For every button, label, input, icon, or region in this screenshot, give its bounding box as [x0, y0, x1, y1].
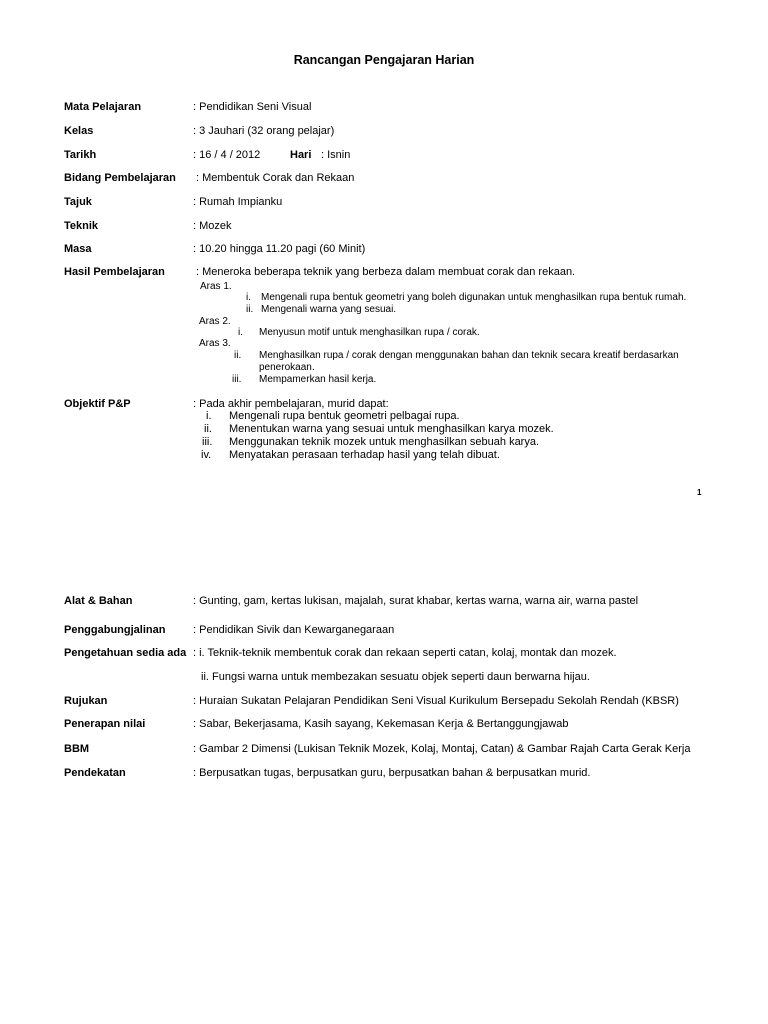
value-objektif-intro: : Pada akhir pembelajaran, murid dapat: [193, 398, 389, 410]
value-teknik: : Mozek [193, 220, 232, 232]
value-hasil-intro: : Meneroka beberapa teknik yang berbeza dalam membuat corak dan rekaan. [196, 266, 576, 278]
aras-3-heading: Aras 3. [199, 338, 231, 349]
list-item-number: i. [246, 292, 251, 303]
list-item-text: Menyatakan perasaan terhadap hasil yang telah dibuat. [229, 449, 500, 461]
value-alat-bahan: : Gunting, gam, kertas lukisan, majalah, surat khabar, kertas warna, warna air, warna pastel [193, 595, 639, 607]
aras-2-heading: Aras 2. [199, 316, 231, 327]
list-item-text: Mengenali rupa bentuk geometri pelbagai rupa. [229, 410, 460, 422]
label-hari: Hari [290, 149, 312, 161]
label-masa: Masa [64, 243, 92, 255]
label-mata-pelajaran: Mata Pelajaran [64, 101, 142, 113]
label-bidang: Bidang Pembelajaran [64, 172, 176, 184]
label-penggabungjalinan: Penggabungjalinan [64, 624, 166, 636]
list-item-text: Menggunakan teknik mozek untuk menghasilkan sebuah karya. [229, 436, 540, 448]
label-objektif: Objektif P&P [64, 398, 131, 410]
label-tajuk: Tajuk [64, 196, 92, 208]
list-item-number: iv. [201, 449, 212, 461]
list-item-number: iii. [202, 436, 213, 448]
value-kelas: : 3 Jauhari (32 orang pelajar) [193, 125, 335, 137]
value-pengetahuan-line-2: ii. Fungsi warna untuk membezakan sesuatu objek seperti daun berwarna hijau. [201, 671, 590, 683]
list-item-number: ii. [234, 350, 242, 361]
value-pendekatan: : Berpusatkan tugas, berpusatkan guru, berpusatkan bahan & berpusatkan murid. [193, 767, 591, 779]
value-rujukan: : Huraian Sukatan Pelajaran Pendidikan Seni Visual Kurikulum Bersepadu Sekolah Rendah (KBSR) [193, 695, 679, 707]
value-bidang: : Membentuk Corak dan Rekaan [196, 172, 355, 184]
value-masa: : 10.20 hingga 11.20 pagi (60 Minit) [193, 243, 366, 255]
label-rujukan: Rujukan [64, 695, 108, 707]
list-item-number: ii. [246, 304, 254, 315]
label-teknik: Teknik [64, 220, 99, 232]
list-item-text: Menentukan warna yang sesuai untuk menghasilkan karya mozek. [229, 423, 554, 435]
label-bbm: BBM [64, 743, 90, 755]
value-penerapan-nilai: : Sabar, Bekerjasama, Kasih sayang, Kekemasan Kerja & Bertanggungjawab [193, 718, 569, 730]
value-tajuk: : Rumah Impianku [193, 196, 283, 208]
value-bbm: : Gambar 2 Dimensi (Lukisan Teknik Mozek, Kolaj, Montaj, Catan) & Gambar Rajah Carta Gerak Kerja [193, 743, 691, 755]
label-pengetahuan: Pengetahuan sedia ada [64, 647, 187, 659]
aras-1-heading: Aras 1. [200, 281, 232, 292]
value-pengetahuan: : i. Teknik-teknik membentuk corak dan rekaan seperti catan, kolaj, montak dan mozek. [193, 647, 617, 659]
value-penggabungjalinan: : Pendidikan Sivik dan Kewarganegaraan [193, 624, 395, 636]
list-item-number: iii. [232, 374, 242, 385]
label-hasil: Hasil Pembelajaran [64, 266, 165, 278]
list-item-number: i. [238, 327, 243, 338]
value-hari: : Isnin [321, 149, 351, 161]
value-mata-pelajaran: : Pendidikan Seni Visual [193, 101, 312, 113]
list-item-text: Mengenali rupa bentuk geometri yang boleh digunakan untuk menghasilkan rupa bentuk rumah. [261, 292, 687, 303]
label-tarikh: Tarikh [64, 149, 97, 161]
list-item-text: Mempamerkan hasil kerja. [259, 374, 377, 385]
list-item-continuation: penerokaan. [259, 362, 315, 373]
list-item-number: ii. [204, 423, 212, 435]
value-tarikh: : 16 / 4 / 2012 [193, 149, 261, 161]
label-kelas: Kelas [64, 125, 94, 137]
list-item-text: Menghasilkan rupa / corak dengan menggunakan bahan dan teknik secara kreatif berdasarkan [259, 350, 679, 361]
page-number: 1 [697, 488, 702, 497]
list-item-text: Menyusun motif untuk menghasilkan rupa / corak. [259, 327, 480, 338]
list-item-number: i. [206, 410, 212, 422]
document-title: Rancangan Pengajaran Harian [293, 53, 475, 67]
label-penerapan-nilai: Penerapan nilai [64, 718, 146, 730]
list-item-text: Mengenali warna yang sesuai. [261, 304, 397, 315]
label-alat-bahan: Alat & Bahan [64, 595, 133, 607]
label-pendekatan: Pendekatan [64, 767, 126, 779]
